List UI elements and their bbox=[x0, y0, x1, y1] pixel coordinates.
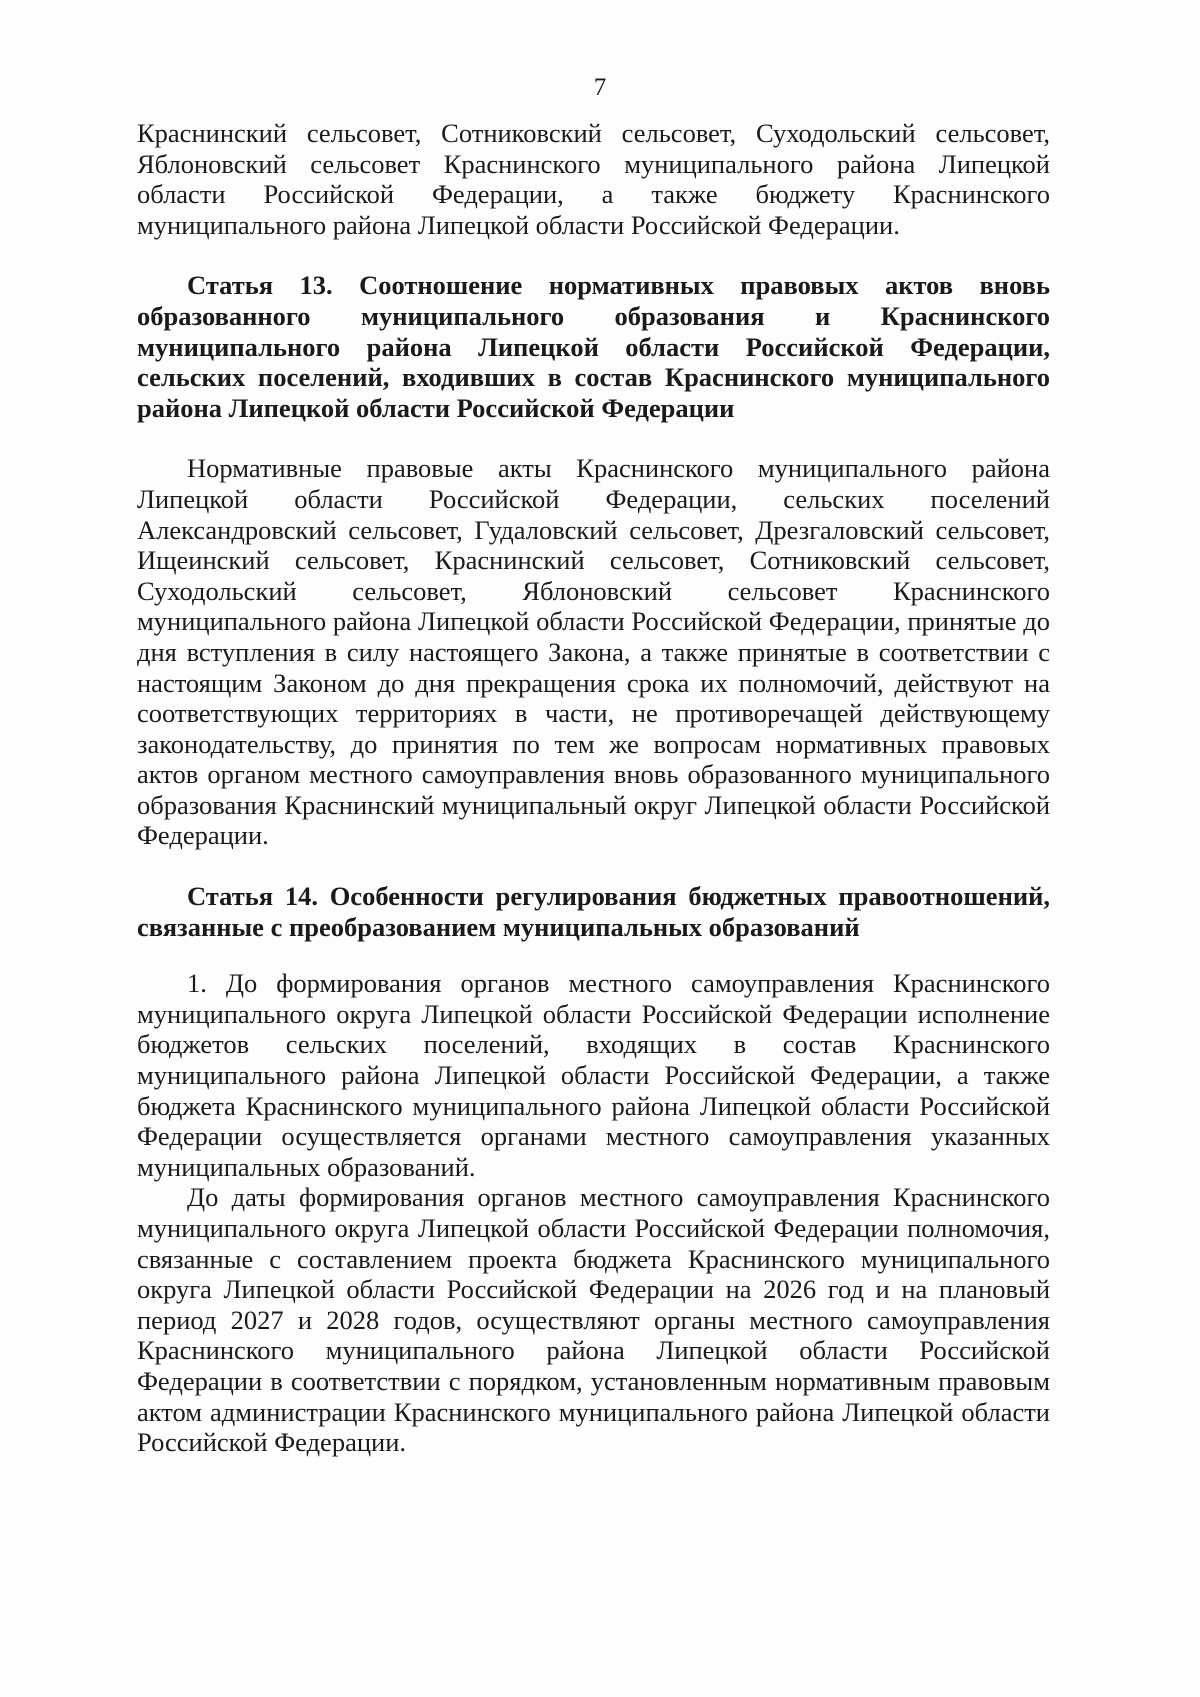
document-body bbox=[137, 118, 1050, 1458]
continuation-paragraph: Краснинский сельсовет, Сотниковский сельсовет, Суходольский сельсовет, Яблоновский сельсовет Краснинского муниципального района Липецкой области Российской Федерации, а также бюджету Краснинского муниципального района Липецкой области Российской Федерации. bbox=[137, 118, 1050, 240]
spacer bbox=[137, 240, 1050, 270]
article-13-paragraph: Нормативные правовые акты Краснинского муниципального района Липецкой области Российской Федерации, сельских поселений Александровский сельсовет, Гудаловский сельсовет, Дрезгаловский сельсовет, Ищеинский сельсовет, Краснинский сельсовет, Сотниковский сельсовет, Суходольский сельсовет, Яблоновский сельсовет Краснинского муниципального района Липецкой области Российской Федерации, принятые до дня вступления в силу настоящего Закона, а также принятые в соответствии с настоящим Законом до дня прекращения срока их полномочий, действуют на соответствующих территориях в части, не противоречащей действующему законодательству, до принятия по тем же вопросам нормативных правовых актов органом местного самоуправления вновь образованного муниципального образования Краснинский муниципальный округ Липецкой области Российской Федерации. bbox=[137, 453, 1050, 851]
article-14-heading: Статья 14. Особенности регулирования бюджетных правоотношений, связанные с преобразованием муниципальных образований bbox=[137, 881, 1050, 942]
page-number: 7 bbox=[593, 74, 607, 101]
article-14-paragraph-2: До даты формирования органов местного самоуправления Краснинского муниципального округа Липецкой области Российской Федерации полномочия, связанные с составлением проекта бюджета Краснинского муниципального округа Липецкой области Российской Федерации на 2026 год и на плановый период 2027 и 2028 годов, осуществляют органы местного самоуправления Краснинского муниципального района Липецкой области Российской Федерации в соответствии с порядком, установленным нормативным правовым актом администрации Краснинского муниципального района Липецкой области Российской Федерации. bbox=[137, 1182, 1050, 1458]
article-13-heading: Статья 13. Соотношение нормативных правовых актов вновь образованного муниципального образования и Краснинского муниципального района Липецкой области Российской Федерации, сельских поселений, входивших в состав Краснинского муниципального района Липецкой области Российской Федерации bbox=[137, 270, 1050, 423]
spacer bbox=[137, 423, 1050, 453]
spacer bbox=[137, 851, 1050, 881]
article-14-paragraph-1: 1. До формирования органов местного самоуправления Краснинского муниципального округа Липецкой области Российской Федерации исполнение бюджетов сельских поселений, входящих в состав Краснинского муниципального района Липецкой области Российской Федерации, а также бюджета Краснинского муниципального района Липецкой области Российской Федерации осуществляется органами местного самоуправления указанных муниципальных образований. bbox=[137, 968, 1050, 1182]
spacer bbox=[137, 942, 1050, 968]
